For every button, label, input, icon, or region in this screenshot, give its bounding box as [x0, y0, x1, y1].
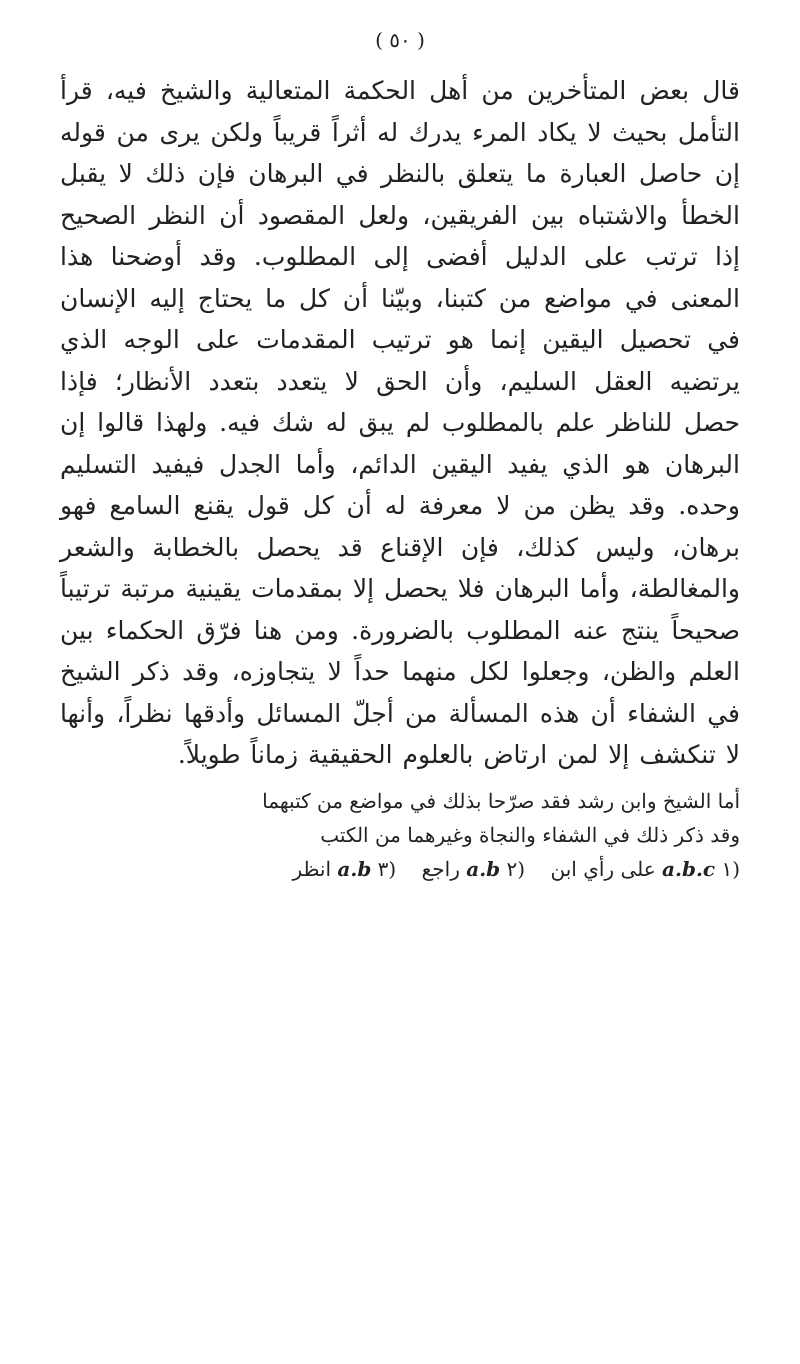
footnote-letter: a.b.c: [662, 856, 716, 881]
footnotes: [60, 784, 740, 886]
footnote-marker: (٣: [377, 856, 397, 881]
footnote-text: انظر: [292, 856, 332, 881]
footnote-refs: [60, 852, 740, 886]
footnote-line: وقد ذكر ذلك في الشفاء والنجاة وغيرهما من الكتب: [320, 822, 740, 847]
footnote-marker: (١: [721, 856, 740, 881]
footnote-letter: a.b: [337, 856, 372, 881]
footnote-marker: (٢: [506, 856, 526, 881]
page-number: ( ٥٠ ): [375, 28, 425, 52]
footnote-text: على رأي ابن: [550, 856, 656, 881]
footnote-text: راجع: [421, 856, 460, 881]
footnote-letter: a.b: [466, 856, 501, 881]
body-text: [60, 70, 740, 776]
footnote-line: أما الشيخ وابن رشد فقد صرّحا بذلك في مواضع من كتبهما: [262, 788, 740, 813]
paragraph: قال بعض المتأخرين من أهل الحكمة المتعالية والشيخ فيه، قرأ التأمل بحيث لا يكاد المرء يدرك له أثراً قريباً ولكن يرى من قوله إن حاصل العبارة ما يتعلق بالنظر في البرهان فإن ذلك لا يقبل الخطأ والاشتباه بين الفريقين، ولعل المقصود أن النظر الصحيح إذا ترتب على الدليل أفضى إلى المطلوب. وقد أوضحنا هذا المعنى في مواضع من كتبنا، وبيّنا أن كل ما يحتاج إليه الإنسان في تحصيل اليقين إنما هو ترتيب المقدمات على الوجه الذي يرتضيه العقل السليم، وأن الحق لا يتعدد بتعدد الأنظار؛ فإذا حصل للناظر علم بالمطلوب لم يبق له شك فيه. ولهذا قالوا إن البرهان هو الذي يفيد اليقين الدائم، وأما الجدل فيفيد التسليم وحده. وقد يظن من لا معرفة له أن كل قول يقنع السامع فهو برهان، وليس كذلك، فإن الإقناع قد يحصل بالخطابة والشعر والمغالطة، وأما البرهان فلا يحصل إلا بمقدمات يقينية مرتبة ترتيباً صحيحاً ينتج عنه المطلوب بالضرورة. ومن هنا فرّق الحكماء بين العلم والظن، وجعلوا لكل منهما حداً لا يتجاوزه، وقد ذكر الشيخ في الشفاء أن هذه المسألة من أجلّ المسائل وأدقها نظراً، وأنها لا تنكشف إلا لمن ارتاض بالعلوم الحقيقية زماناً طويلاً.: [60, 76, 740, 769]
